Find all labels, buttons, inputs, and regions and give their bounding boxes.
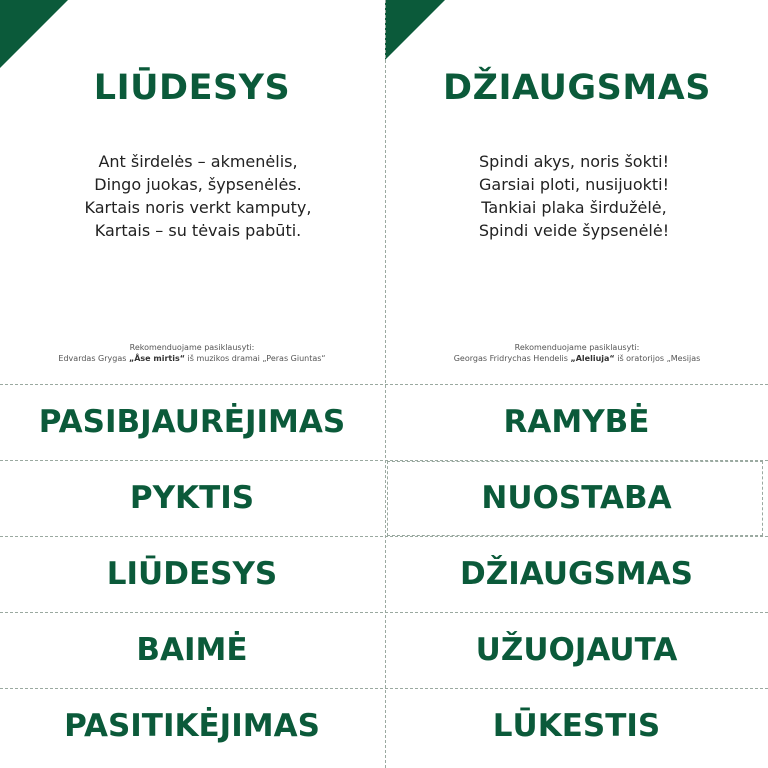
rec-piece: „Åse mirtis“ xyxy=(128,354,185,363)
emotion-label-pasibjaurejimas: PASIBJAURĖJIMAS xyxy=(38,404,346,440)
poem-line: Tankiai plaka širdužėlė, xyxy=(481,198,667,217)
emotion-label-lukestis: LŪKESTIS xyxy=(492,708,661,744)
emotion-card-liudesys xyxy=(0,0,384,383)
poem-line: Spindi akys, noris šokti! xyxy=(479,152,669,171)
emotion-label-liudesys: LIŪDESYS xyxy=(106,556,278,592)
rec-composer: Edvardas Grygas xyxy=(58,354,129,363)
rec-line xyxy=(0,353,384,364)
poem-line: Ant širdelės – akmenėlis, xyxy=(98,152,298,171)
rec-piece: „Aleliuja“ xyxy=(570,354,615,363)
rec-heading: Rekomenduojame pasiklausyti: xyxy=(514,343,640,352)
card-title: LIŪDESYS xyxy=(93,68,291,108)
emotion-label-dziaugsmas: DŽIAUGSMAS xyxy=(460,556,693,592)
rec-line xyxy=(385,353,768,364)
rec-heading: Rekomenduojame pasiklausyti: xyxy=(129,343,255,352)
poem xyxy=(12,150,384,242)
poem-line: Kartais noris verkt kamputy, xyxy=(84,198,312,217)
corner-triangle-icon xyxy=(385,0,445,60)
poem-line: Spindi veide šypsenėlė! xyxy=(478,221,670,240)
rec-source: iš oratorijos „Mesijas xyxy=(614,354,701,363)
emotion-label-nuostaba: NUOSTABA xyxy=(481,480,672,516)
listening-recommendation xyxy=(385,342,768,364)
rec-source: iš muzikos dramai „Peras Giuntas“ xyxy=(184,354,326,363)
corner-triangle-icon xyxy=(0,0,68,68)
emotion-card-dziaugsmas xyxy=(385,0,768,383)
listening-recommendation xyxy=(0,342,384,364)
emotion-label-pyktis: PYKTIS xyxy=(129,480,255,516)
poem-line: Dingo juokas, šypsenėlės. xyxy=(94,175,302,194)
emotion-label-pasitikejimas: PASITIKĖJIMAS xyxy=(64,708,320,744)
rec-composer: Georgas Fridrychas Hendelis xyxy=(453,354,571,363)
card-title: DŽIAUGSMAS xyxy=(443,68,711,108)
emotion-label-uzuojauta: UŽUOJAUTA xyxy=(475,632,678,668)
emotion-label-baime: BAIMĖ xyxy=(136,632,248,668)
emotion-label-ramybe: RAMYBĖ xyxy=(503,404,650,440)
poem-line: Garsiai ploti, nusijuokti! xyxy=(478,175,669,194)
poem xyxy=(379,150,768,242)
poem-line: Kartais – su tėvais pabūti. xyxy=(94,221,302,240)
